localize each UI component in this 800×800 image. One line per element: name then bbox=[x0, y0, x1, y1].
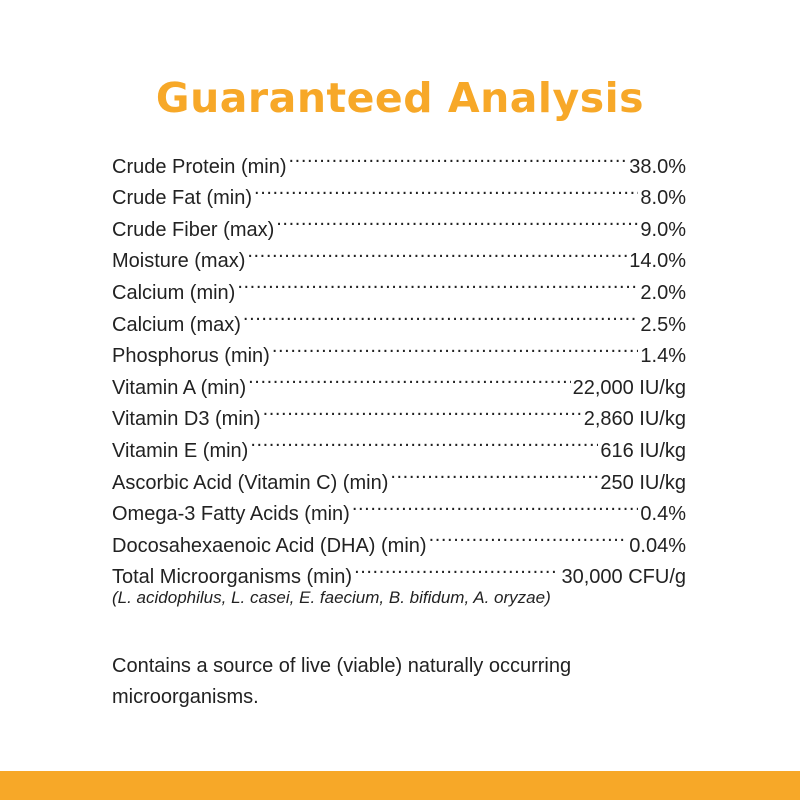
row-value: 0.4% bbox=[640, 503, 686, 526]
row-label: Total Microorganisms (min) bbox=[112, 566, 353, 589]
row-value: 0.04% bbox=[629, 534, 686, 557]
dot-leader bbox=[254, 173, 638, 205]
row-label: Calcium (min) bbox=[112, 281, 236, 304]
row-label: Omega-3 Fatty Acids (min) bbox=[112, 503, 350, 526]
analysis-row bbox=[112, 141, 686, 178]
row-label: Moisture (max) bbox=[112, 250, 246, 273]
row-value: 8.0% bbox=[640, 187, 686, 210]
dot-leader bbox=[263, 394, 582, 426]
dot-leader bbox=[276, 204, 638, 236]
row-label: Calcium (max) bbox=[112, 313, 241, 336]
row-value: 2,860 IU/kg bbox=[583, 408, 686, 431]
dot-leader bbox=[272, 331, 639, 363]
row-label: Vitamin E (min) bbox=[112, 439, 249, 462]
dot-leader bbox=[237, 267, 638, 299]
row-label: Ascorbic Acid (Vitamin C) (min) bbox=[112, 471, 389, 494]
dot-leader bbox=[243, 299, 639, 331]
dot-leader bbox=[250, 425, 598, 457]
page-title: Guaranteed Analysis bbox=[155, 74, 645, 122]
footer-text: Contains a source of live (viable) naturally occurring microorganisms. bbox=[112, 655, 572, 708]
species-note: (L. acidophilus, L. casei, E. faecium, B. bifidum, A. oryzae) bbox=[112, 588, 551, 608]
dot-leader bbox=[289, 141, 628, 173]
row-label: Crude Protein (min) bbox=[112, 155, 287, 178]
row-value: 9.0% bbox=[640, 218, 686, 241]
analysis-list bbox=[112, 141, 686, 613]
dot-leader bbox=[352, 489, 639, 521]
row-label: Vitamin D3 (min) bbox=[112, 408, 261, 431]
row-value: 22,000 IU/kg bbox=[572, 376, 686, 399]
row-value: 38.0% bbox=[629, 155, 686, 178]
row-value: 250 IU/kg bbox=[600, 471, 686, 494]
dot-leader bbox=[247, 236, 627, 268]
dot-leader bbox=[354, 552, 559, 584]
row-value: 14.0% bbox=[629, 250, 686, 273]
row-value: 30,000 CFU/g bbox=[561, 566, 686, 589]
row-value: 2.0% bbox=[640, 281, 686, 304]
dot-leader bbox=[248, 362, 570, 394]
dot-leader bbox=[390, 457, 598, 489]
row-value: 1.4% bbox=[640, 345, 686, 368]
row-label: Docosahexaenoic Acid (DHA) (min) bbox=[112, 534, 427, 557]
row-label: Vitamin A (min) bbox=[112, 376, 247, 399]
dot-leader bbox=[429, 520, 628, 552]
bottom-accent-bar bbox=[0, 771, 800, 800]
row-label: Crude Fat (min) bbox=[112, 187, 253, 210]
row-value: 616 IU/kg bbox=[600, 439, 686, 462]
row-label: Crude Fiber (max) bbox=[112, 218, 275, 241]
row-value: 2.5% bbox=[640, 313, 686, 336]
row-label: Phosphorus (min) bbox=[112, 345, 270, 368]
